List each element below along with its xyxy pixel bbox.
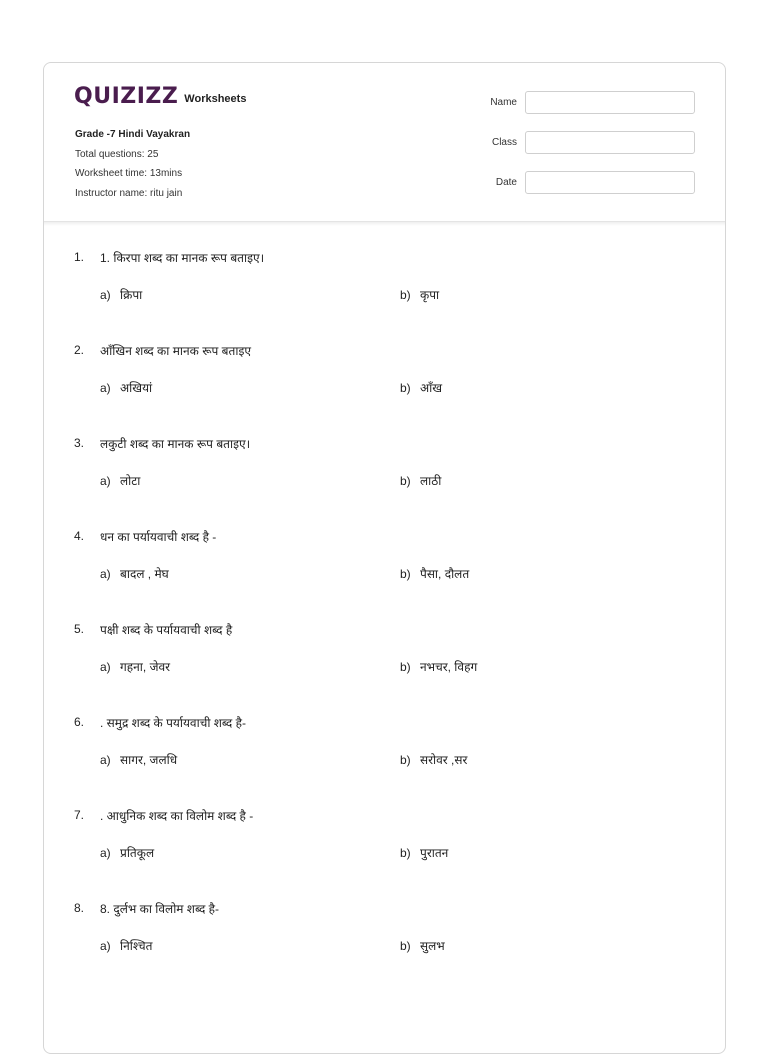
question-item bbox=[74, 432, 704, 525]
option-a[interactable] bbox=[74, 658, 400, 675]
option-a[interactable] bbox=[74, 751, 400, 768]
option-letter: a) bbox=[100, 566, 111, 581]
total-questions: Total questions: 25 bbox=[75, 148, 159, 160]
option-letter: b) bbox=[400, 938, 411, 953]
option-text: सरोवर ,सर bbox=[420, 753, 468, 767]
header-divider bbox=[44, 222, 725, 226]
question-text: . समुद्र शब्द के पर्यायवाची शब्द है- bbox=[100, 715, 246, 730]
question-number: 4. bbox=[74, 529, 85, 543]
option-letter: b) bbox=[400, 566, 411, 581]
question-text: आँखिन शब्द का मानक रूप बताइए bbox=[100, 343, 251, 358]
option-text: अखियां bbox=[120, 381, 153, 395]
question-text: . आधुनिक शब्द का विलोम शब्द है - bbox=[100, 808, 254, 823]
option-b[interactable] bbox=[400, 565, 469, 582]
option-text: आँख bbox=[420, 381, 443, 395]
option-b[interactable] bbox=[400, 379, 442, 396]
date-label: Date bbox=[495, 177, 517, 188]
question-text: पक्षी शब्द के पर्यायवाची शब्द है bbox=[100, 622, 233, 637]
class-field-row bbox=[490, 131, 695, 154]
option-text: बादल , मेघ bbox=[120, 567, 169, 581]
option-text: सुलभ bbox=[420, 939, 445, 953]
option-letter: b) bbox=[400, 473, 411, 488]
option-letter: a) bbox=[100, 287, 111, 302]
option-letter: b) bbox=[400, 287, 411, 302]
option-letter: a) bbox=[100, 938, 111, 953]
question-text: लकुटी शब्द का मानक रूप बताइए। bbox=[100, 436, 251, 451]
brand-logo bbox=[74, 85, 246, 109]
date-field[interactable] bbox=[525, 171, 695, 194]
question-item bbox=[74, 525, 704, 618]
option-text: प्रतिकूल bbox=[120, 846, 155, 860]
worksheet-title: Grade -7 Hindi Vayakran bbox=[75, 129, 191, 140]
option-text: क्रिपा bbox=[120, 288, 143, 302]
option-letter: a) bbox=[100, 659, 111, 674]
question-item bbox=[74, 339, 704, 432]
option-letter: b) bbox=[400, 845, 411, 860]
question-item bbox=[74, 246, 704, 339]
student-fields bbox=[490, 91, 695, 211]
class-label: Class bbox=[491, 137, 517, 148]
worksheet-page bbox=[43, 62, 726, 1054]
question-item bbox=[74, 711, 704, 804]
question-item bbox=[74, 618, 704, 711]
option-text: नभचर, विहग bbox=[420, 660, 478, 674]
question-list bbox=[74, 246, 704, 990]
question-number: 8. bbox=[74, 901, 85, 915]
option-b[interactable] bbox=[400, 844, 448, 861]
name-field-row bbox=[490, 91, 695, 114]
date-field-row bbox=[490, 171, 695, 194]
option-text: सागर, जलधि bbox=[120, 753, 178, 767]
option-letter: a) bbox=[100, 473, 111, 488]
option-letter: b) bbox=[400, 752, 411, 767]
option-letter: a) bbox=[100, 380, 111, 395]
option-b[interactable] bbox=[400, 751, 467, 768]
option-a[interactable] bbox=[74, 286, 400, 303]
question-item bbox=[74, 897, 704, 990]
question-number: 2. bbox=[74, 343, 85, 357]
option-a[interactable] bbox=[74, 472, 400, 489]
worksheet-time: Worksheet time: 13mins bbox=[75, 168, 183, 179]
option-text: पुरातन bbox=[420, 846, 449, 860]
option-b[interactable] bbox=[400, 937, 445, 954]
question-text: 1. किरपा शब्द का मानक रूप बताइए। bbox=[100, 250, 265, 265]
option-letter: b) bbox=[400, 659, 411, 674]
option-text: पैसा, दौलत bbox=[420, 567, 470, 581]
option-b[interactable] bbox=[400, 658, 477, 675]
instructor-name: Instructor name: ritu jain bbox=[75, 187, 183, 199]
question-item bbox=[74, 804, 704, 897]
question-number: 1. bbox=[74, 250, 85, 264]
option-b[interactable] bbox=[400, 472, 441, 489]
question-text: धन का पर्यायवाची शब्द है - bbox=[100, 529, 217, 544]
question-number: 7. bbox=[74, 808, 85, 822]
option-text: लोटा bbox=[120, 474, 141, 488]
class-field[interactable] bbox=[525, 131, 695, 154]
name-label: Name bbox=[490, 97, 517, 108]
option-text: कृपा bbox=[420, 288, 440, 302]
question-number: 5. bbox=[74, 622, 85, 636]
option-a[interactable] bbox=[74, 565, 400, 582]
quizizz-logo: QUIZIZZ bbox=[74, 84, 179, 109]
question-number: 6. bbox=[74, 715, 85, 729]
option-text: लाठी bbox=[420, 474, 442, 488]
option-letter: a) bbox=[100, 752, 111, 767]
worksheet-meta bbox=[75, 125, 190, 203]
name-field[interactable] bbox=[525, 91, 695, 114]
option-text: निश्चित bbox=[120, 939, 153, 953]
question-text: 8. दुर्लभ का विलोम शब्द है- bbox=[100, 901, 220, 916]
option-letter: b) bbox=[400, 380, 411, 395]
option-a[interactable] bbox=[74, 844, 400, 861]
option-a[interactable] bbox=[74, 379, 400, 396]
option-text: गहना, जेवर bbox=[120, 660, 171, 674]
question-number: 3. bbox=[74, 436, 85, 450]
worksheet-header bbox=[44, 63, 725, 222]
option-letter: a) bbox=[100, 845, 111, 860]
brand-subtitle: Worksheets bbox=[184, 93, 247, 105]
option-a[interactable] bbox=[74, 937, 400, 954]
option-b[interactable] bbox=[400, 286, 439, 303]
